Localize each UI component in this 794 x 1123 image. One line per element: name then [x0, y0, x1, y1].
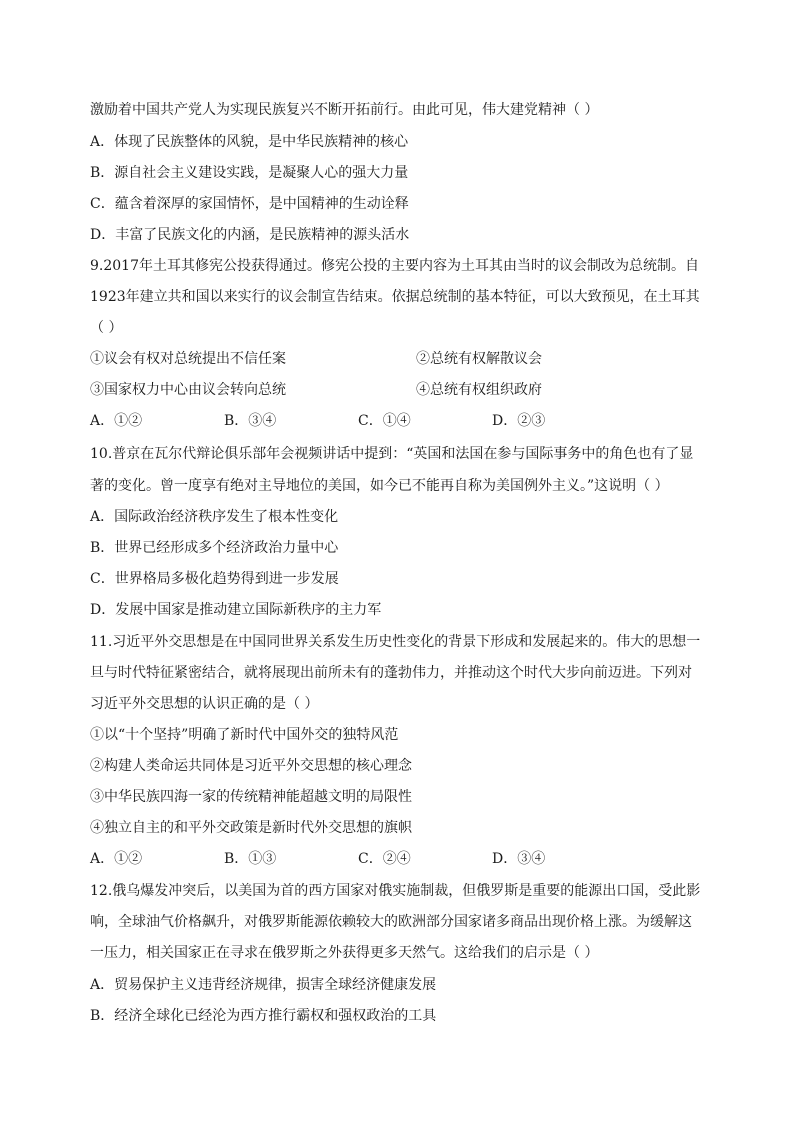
q9-item-1: ①议会有权对总统提出不信任案: [90, 351, 286, 367]
q10-option-c: C．世界格局多极化趋势得到进一步发展: [90, 571, 339, 587]
q11-item-4: ④独立自主的和平外交政策是新时代外交思想的旗帜: [90, 820, 412, 836]
q11-item-1: ①以“十个坚持”明确了新时代中国外交的独特风范: [90, 727, 399, 743]
q8-option-c: C．蕴含着深厚的家国情怀，是中国精神的生动诠释: [90, 196, 409, 212]
q12-stem-line-1: 12.俄乌爆发冲突后，以美国为首的西方国家对俄实施制裁，但俄罗斯是重要的能源出口国，受此影: [90, 883, 701, 899]
q11-item-2: ②构建人类命运共同体是习近平外交思想的核心理念: [90, 758, 412, 774]
q9-items-row-2: [90, 380, 710, 400]
q8-stem-end: 激励着中国共产党人为实现民族复兴不断开拓前行。由此可见，伟大建党精神（ ）: [90, 102, 599, 118]
q8-option-b: B．源自社会主义建设实践，是凝聚人心的强大力量: [90, 165, 409, 181]
q9-item-2: ②总统有权解散议会: [416, 351, 542, 367]
q10-option-a: A．国际政治经济秩序发生了根本性变化: [90, 509, 339, 525]
q11-choice-d: D．③④: [492, 851, 546, 867]
q10-option-d: D．发展中国家是推动建立国际新秩序的主力军: [90, 602, 382, 618]
q10-option-b: B．世界已经形成多个经济政治力量中心: [90, 540, 339, 556]
q8-option-a: A．体现了民族整体的风貌，是中华民族精神的核心: [90, 134, 409, 150]
q11-item-3: ③中华民族四海一家的传统精神能超越文明的局限性: [90, 789, 412, 805]
q11-stem-line-1: 11.习近平外交思想是在中国同世界关系发生历史性变化的背景下形成和发展起来的。伟大的思想一: [90, 634, 701, 650]
q12-option-a: A．贸易保护主义违背经济规律，损害全球经济健康发展: [90, 977, 437, 993]
q12-stem-line-3: 一压力，相关国家正在寻求在俄罗斯之外获得更多天然气。这给我们的启示是（ ）: [90, 945, 599, 961]
q9-stem-line-1: 9.2017年土耳其修宪公投获得通过。修宪公投的主要内容为土耳其由当时的议会制改为总统制。自: [90, 258, 699, 274]
q9-stem-line-3: （ ）: [90, 320, 123, 336]
q11-choice-a: A．①②: [90, 851, 143, 867]
q9-choice-a: A．①②: [90, 413, 143, 429]
q9-choice-d: D．②③: [492, 413, 546, 429]
q12-stem-line-2: 响，全球油气价格飙升，对俄罗斯能源依赖较大的欧洲部分国家诸多商品出现价格上涨。为缓解这: [90, 914, 692, 930]
q10-stem-line-1: 10.普京在瓦尔代辩论俱乐部年会视频讲话中提到：“英国和法国在参与国际事务中的角色也有了显: [90, 446, 694, 462]
q9-choice-c: C．①④: [358, 413, 411, 429]
q10-stem-line-2: 著的变化。曾一度享有绝对主导地位的美国，如今已不能再自称为美国例外主义。”这说明（ ）: [90, 478, 669, 494]
q9-item-4: ④总统有权组织政府: [416, 382, 542, 398]
q11-choice-c: C．②④: [358, 851, 411, 867]
q12-option-b: B．经济全球化已经沦为西方推行霸权和强权政治的工具: [90, 1008, 437, 1024]
q11-choices: [90, 849, 710, 869]
q9-stem-line-2: 1923年建立共和国以来实行的议会制宣告结束。依据总统制的基本特征，可以大致预见，在土耳其: [90, 289, 700, 305]
q9-choice-b: B．③④: [224, 413, 277, 429]
q9-items-row-1: [90, 349, 710, 369]
q11-stem-line-2: 旦与时代特征紧密结合，就将展现出前所未有的蓬勃伟力，并推动这个时代大步向前迈进。下列对: [90, 665, 692, 681]
q9-choices: [90, 411, 710, 431]
q11-stem-line-3: 习近平外交思想的认识正确的是（ ）: [90, 696, 319, 712]
q11-choice-b: B．①③: [224, 851, 277, 867]
q8-option-d: D．丰富了民族文化的内涵，是民族精神的源头活水: [90, 227, 410, 243]
q9-item-3: ③国家权力中心由议会转向总统: [90, 382, 286, 398]
